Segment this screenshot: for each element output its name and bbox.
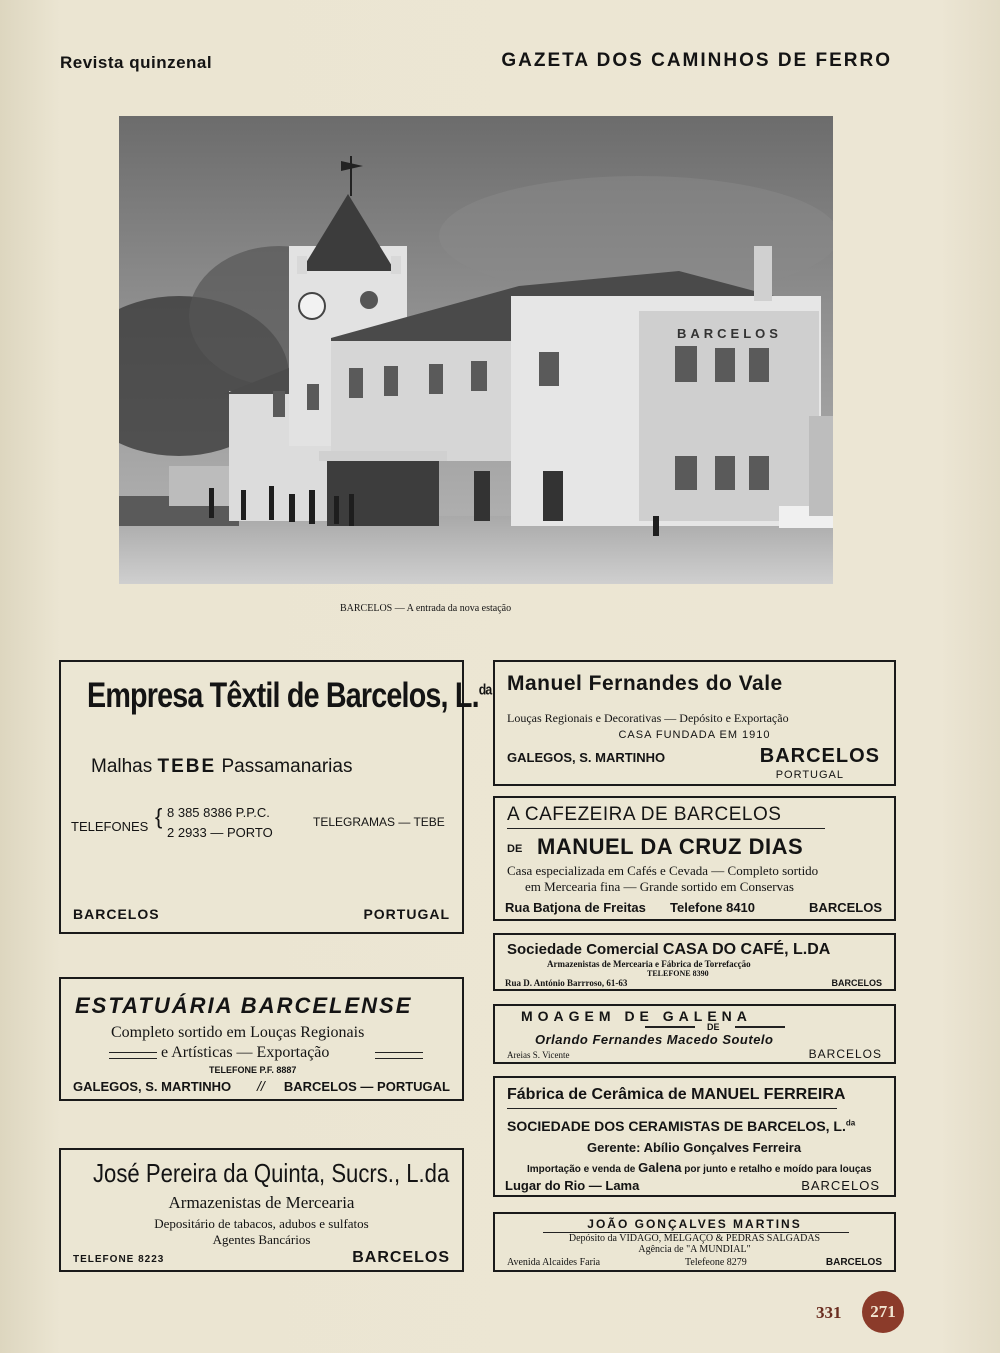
ad7-title: MOAGEM DE GALENA [521,1008,752,1024]
ad3-subtitle: Armazenistas de Mercearia [168,1193,355,1212]
station-illustration [119,116,833,584]
ad9-address: Avenida Alcaides Faria [507,1257,601,1268]
ad6-phone: TELEFONE 8390 [647,969,709,978]
ad2-phone: TELEFONE P.F. 8887 [209,1065,297,1075]
ad-manuel-fernandes-vale [493,660,896,786]
ad5-rule [507,828,825,829]
ad7-city: BARCELOS [808,1047,882,1061]
ad1-line: Malhas TEBE Passamanarias [91,756,353,777]
ad1-telegram: TELEGRAMAS — TEBE [313,815,445,829]
ad4-city: BARCELOS [759,745,880,767]
header-right: GAZETA DOS CAMINHOS DE FERRO [501,50,892,71]
ad2-line2: e Artísticas — Exportação [161,1044,330,1061]
ad6-address: Rua D. António Barrroso, 61-63 [505,978,628,988]
header-left: Revista quinzenal [60,53,213,72]
ad1-city: BARCELOS [73,906,160,922]
ad8-line1: Importação e venda de Galena por junto e retalho e moído para louças [527,1160,872,1175]
ad1-phone1: 8 385 8386 P.P.C. [167,805,270,820]
ad9-line1: Depósito da VIDAGO, MELGAÇO & PEDRAS SALGADAS [568,1233,821,1244]
ad3-line2: Agentes Bancários [212,1232,311,1247]
ad5-line1: Casa especializada em Cafés e Cevada — Completo sortido [507,863,819,878]
ad4-founded: CASA FUNDADA EM 1910 [618,729,771,741]
ad5-phone: Telefone 8410 [670,900,756,915]
ad8-subtitle: SOCIEDADE DOS CERAMISTAS DE BARCELOS, L.$^{da}$ [507,1118,856,1134]
ad2-title: ESTATUÁRIA BARCELENSE [75,993,413,1018]
ad3-phone: TELEFONE 8223 [73,1254,165,1265]
ad7-address: Areias S. Vicente [507,1050,570,1060]
ad4-place: GALEGOS, S. MARTINHO [507,750,666,765]
ad8-city: BARCELOS [801,1178,880,1193]
ad5-top: A CAFEZEIRA DE BARCELOS [507,804,782,825]
ad-casa-do-cafe [493,933,896,991]
ad-cafezeira-barcelos [493,796,896,921]
ad9-city: BARCELOS [825,1257,882,1268]
ad7-owner: Orlando Fernandes Macedo Soutelo [535,1032,774,1047]
ad3-city: BARCELOS [352,1249,450,1266]
ad2-line1: Completo sortido em Louças Regionais [111,1024,365,1041]
ad5-title-pre: DE [507,843,523,855]
ad7-rule-right [735,1026,785,1028]
station-photo [119,116,833,584]
page-number-inner: 271 [862,1291,904,1333]
ad6-city: BARCELOS [831,978,882,988]
ad5-address: Rua Batjona de Freitas [505,900,646,915]
ad2-city: BARCELOS — PORTUGAL [283,1079,450,1094]
page-number-outer: 331 [816,1303,842,1322]
ad6-title: Sociedade Comercial CASA DO CAFÉ, L.DA [507,941,831,958]
ad8-address: Lugar do Rio — Lama [505,1178,640,1193]
ad4-country: PORTUGAL [775,769,844,781]
ad8-manager: Gerente: Abílio Gonçalves Ferreira [587,1140,802,1155]
station-sign: BARCELOS [677,326,782,341]
ad2-place: GALEGOS, S. MARTINHO [73,1079,232,1094]
ad9-line2: Agência de "A MUNDIAL" [638,1244,751,1255]
ad9-phone: Telefeone 8279 [685,1257,747,1268]
ad8-rule [507,1108,837,1109]
ad8-title: Fábrica de Cerâmica de MANUEL FERREIRA [507,1086,846,1103]
ad5-city: BARCELOS [809,900,882,915]
ad5-line2: em Mercearia fina — Grande sortido em Conservas [525,879,794,894]
photo-caption: BARCELOS — A entrada da nova estação [340,603,512,614]
ad4-title: Manuel Fernandes do Vale [507,672,783,695]
ad-joao-goncalves [493,1212,896,1272]
ad3-line1: Depositário de tabacos, adubos e sulfatos [154,1216,369,1231]
brace-icon: { [155,804,163,829]
ad4-line1: Louças Regionais e Decorativas — Depósito e Exportação [507,711,789,725]
ad2-sep: // [257,1078,265,1094]
ad-jose-pereira [59,1148,464,1272]
ad7-rule-left [645,1026,695,1028]
ad-estatuaria-barcelense [59,977,464,1101]
ad3-title: José Pereira da Quinta, Sucrs., L.da [93,1158,450,1188]
ad2-rule-left [109,1052,157,1059]
ad5-title: MANUEL DA CRUZ DIAS [537,834,804,859]
ad7-de: DE [707,1022,720,1032]
ad1-country: PORTUGAL [363,906,450,922]
ad-empresa-textil [59,660,492,934]
ad2-rule-right [375,1052,423,1059]
ad1-phones-label: TELEFONES [71,819,149,834]
ad-fabrica-ceramica [493,1076,896,1197]
ad-moagem-galena [493,1004,896,1064]
ad9-title: JOÃO GONÇALVES MARTINS [587,1217,802,1231]
ad1-phone2: 2 2933 — PORTO [167,825,273,840]
ad6-line1: Armazenistas de Mercearia e Fábrica de Torrefacção [547,959,751,969]
ad1-title: Empresa Têxtil de Barcelos, L.$^{da}$ [87,676,492,715]
